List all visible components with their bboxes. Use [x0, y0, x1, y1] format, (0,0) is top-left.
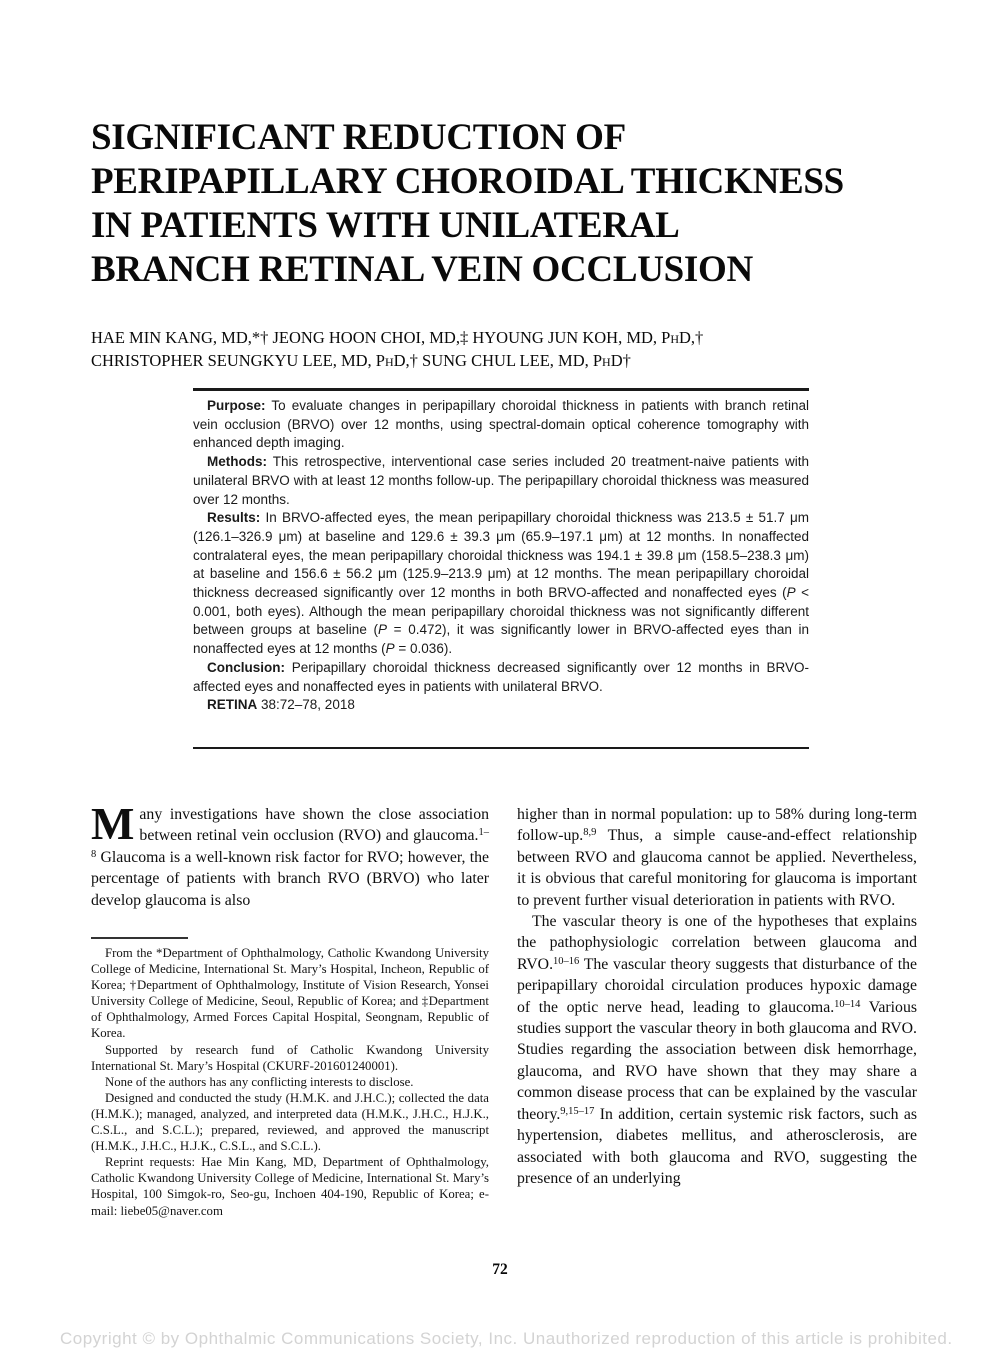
abstract-results-text: In BRVO-affected eyes, the mean peripapillary choroidal thickness was 213.5 ± 51.7 μm (126.1–326.9 μm) at baseline and 129.6 ± 39.3 μm (65.9–197.1 μm) at 12 months. In nonaffected contralateral eyes, the mean peripapillary choroidal thickness was 194.1 ± 39.8 μm (158.5–238.3 μm) at baseline and 156.6 ± 56.2 μm (125.9–213.9 μm) at 12 months. The mean peripapillary choroidal thickness decreased significantly over 12 months in both BRVO-affected and nonaffected eyes (P < 0.001, both eyes). Although the mean peripapillary choroidal thickness was not significantly different between groups at baseline (P = 0.472), it was significantly lower in BRVO-affected eyes than in nonaffected eyes at 12 months (P = 0.036). — [193, 510, 809, 657]
title-line-4: BRANCH RETINAL VEIN OCCLUSION — [91, 249, 753, 290]
abstract-methods-text: This retrospective, interventional case series included 20 treatment-naive patients with unilateral BRVO with at least 12 months follow-up. The peripapillary choroidal thickness was measured over 12 months. — [193, 454, 809, 507]
footnote-disclosure: None of the authors has any conflicting interests to disclose. — [105, 1074, 414, 1089]
abstract-conclusion-text: Peripapillary choroidal thickness decreased significantly over 12 months in BRVO-affected eyes and nonaffected eyes in patients with unilateral BRVO. — [193, 659, 809, 694]
copyright-notice: Copyright © by Ophthalmic Communications Society, Inc. Unauthorized reproduction of this article is prohibited. — [60, 1329, 953, 1348]
authors-line-2: CHRISTOPHER SEUNGKYU LEE, MD, PhD,† SUNG CHUL LEE, MD, PhD† — [91, 351, 631, 370]
abstract-purpose-label: Purpose: — [207, 398, 266, 413]
abstract — [193, 397, 809, 715]
abstract-methods-label: Methods: — [207, 454, 267, 470]
intro-paragraph-text: any investigations have shown the close association between retinal vein occlusion (RVO) and glaucoma.$^{1-8}$ Glaucoma is a well-known risk factor for RVO; however, the percentage of patients with branch RVO (BRVO) who later develop glaucoma is also — [91, 806, 489, 909]
abstract-citation — [193, 696, 809, 715]
body-paragraph-continuation: higher than in normal population: up to 58% during long-term follow-up.$^{8,9}$ Thus, a simple cause-and-effect relationship between RVO and glaucoma cannot be applied. Nevertheless, it is obvious that careful monitoring for glaucoma is important to prevent further visual deterioration in patients with RVO. — [517, 806, 917, 909]
footnote-reprint-requests: Reprint requests: Hae Min Kang, MD, Department of Ophthalmology, Catholic Kwandong University College of Medicine, International St. Mary’s Hospital, 100 Simgok-ro, Seo-gu, Inchoen 404-190, Republic of Korea; e-mail: liebe05@naver.com — [91, 1155, 489, 1218]
authors-line-1: HAE MIN KANG, MD,*† JEONG HOON CHOI, MD,‡ HYOUNG JUN KOH, MD, PhD,† — [91, 328, 704, 347]
author-list — [91, 326, 921, 372]
drop-cap: M — [91, 798, 135, 849]
footnote-funding: Supported by research fund of Catholic Kwandong University International St. Mary’s Hospital (CKURF-201601240001). — [91, 1042, 489, 1073]
page-number: 72 — [492, 1261, 508, 1278]
abstract-results — [193, 509, 809, 659]
journal-citation-label: RETINA — [207, 697, 258, 713]
footnote-affiliations: From the *Department of Ophthalmology, Catholic Kwandong University College of Medicine, International St. Mary’s Hospital, Incheon, Republic of Korea; †Department of Ophthalmology, Institute of Vision Research, Yonsei University College of Medicine, Seoul, Republic of Korea; and ‡Department of Ophthalmology, Armed Forces Capital Hospital, Seongnam, Republic of Korea. — [91, 946, 489, 1041]
abstract-conclusion — [193, 659, 809, 696]
abstract-methods — [193, 453, 809, 509]
abstract-results-label: Results: — [207, 510, 261, 526]
footnotes — [91, 945, 489, 1219]
footnote-separator-rule — [91, 937, 188, 939]
title-line-3: IN PATIENTS WITH UNILATERAL — [91, 205, 680, 246]
abstract-purpose — [193, 397, 809, 453]
title-line-2: PERIPAPILLARY CHOROIDAL THICKNESS — [91, 161, 844, 202]
intro-paragraph — [91, 798, 489, 911]
body-column-right — [517, 804, 917, 1189]
article-title — [91, 116, 921, 292]
abstract-conclusion-label: Conclusion: — [207, 659, 285, 675]
abstract-purpose-text: To evaluate changes in peripapillary choroidal thickness in patients with branch retinal vein occlusion (BRVO) over 12 months, using spectral-domain optical coherence tomography with enhanced depth imaging. — [193, 398, 809, 451]
abstract-bottom-rule — [193, 747, 809, 749]
abstract-top-rule — [193, 388, 809, 391]
journal-citation-text: 38:72–78, 2018 — [257, 697, 355, 713]
body-paragraph-vascular-theory: The vascular theory is one of the hypotheses that explains the pathophysiologic correlation between glaucoma and RVO.$^{10-16}$ The vascular theory suggests that disturbance of the peripapillary choroidal circulation produces hypoxic damage of the optic nerve head, leading to glaucoma.$^{10-14}$ Various studies support the vascular theory in both glaucoma and RVO. Studies regarding the association between disk hemorrhage, glaucoma, and RVO have shown that they may share a common disease process that can be explained by the vascular theory.$^{9,15-17}$ In addition, certain systemic risk factors, such as hypertension, diabetes mellitus, and atherosclerosis, are associated with both glaucoma and RVO, suggesting the presence of an underlying — [517, 913, 917, 1187]
body-column-left — [91, 798, 489, 911]
title-line-1: SIGNIFICANT REDUCTION OF — [91, 117, 626, 158]
footnote-contributions: Designed and conducted the study (H.M.K. and J.H.C.); collected the data (H.M.K.); managed, analyzed, and interpreted data (H.M.K., J.H.C., H.J.K., C.S.L., and S.C.L.); prepared, reviewed, and approved the manuscript (H.M.K., J.H.C., H.J.K., C.S.L., and S.C.L.). — [91, 1090, 489, 1154]
